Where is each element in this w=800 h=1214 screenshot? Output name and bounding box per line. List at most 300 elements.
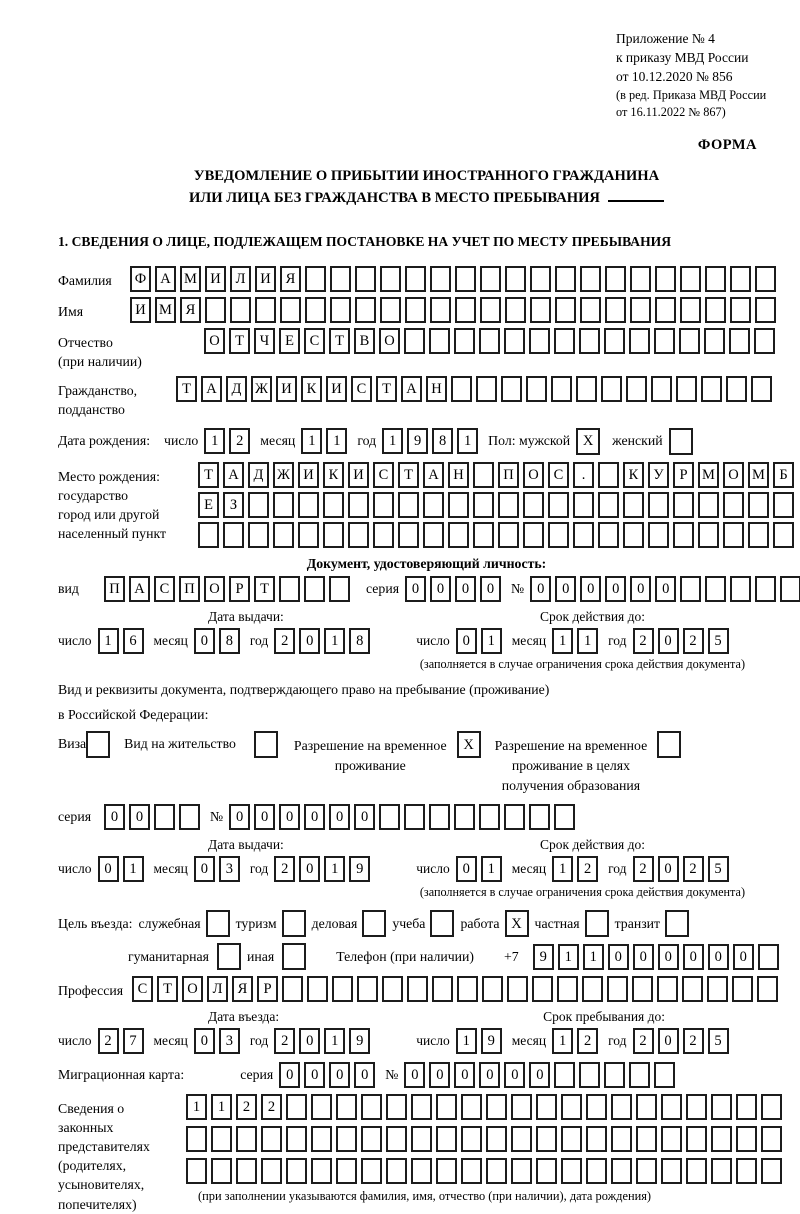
- phone-input-cell[interactable]: [758, 944, 779, 970]
- phone-input[interactable]: [533, 944, 783, 970]
- surname-input-cell[interactable]: [730, 266, 751, 292]
- patronymic-input-cell[interactable]: [529, 328, 550, 354]
- guardians-row1-input-cell[interactable]: 1: [186, 1094, 207, 1120]
- surname-input-cell[interactable]: [355, 266, 376, 292]
- surname-input-cell[interactable]: [630, 266, 651, 292]
- residence-issue-year[interactable]: [274, 856, 374, 882]
- iddoc-type-input-cell[interactable]: О: [204, 576, 225, 602]
- profession-input-cell[interactable]: [282, 976, 303, 1002]
- surname-input-cell[interactable]: [605, 266, 626, 292]
- guardians-row2-input-cell[interactable]: [236, 1126, 257, 1152]
- residence-valid-day-cell[interactable]: 1: [481, 856, 502, 882]
- guardians-row2-input-cell[interactable]: [211, 1126, 232, 1152]
- surname-input-cell[interactable]: [380, 266, 401, 292]
- entry-month[interactable]: [194, 1028, 244, 1054]
- iddoc-valid-month-cell[interactable]: 1: [552, 628, 573, 654]
- birthplace-row1-input-cell[interactable]: О: [723, 462, 744, 488]
- residence-num-input-cell[interactable]: [554, 804, 575, 830]
- birthplace-row2-input-cell[interactable]: [398, 492, 419, 518]
- profession-input-cell[interactable]: [532, 976, 553, 1002]
- iddoc-type-input-cell[interactable]: С: [154, 576, 175, 602]
- birthplace-row3-input-cell[interactable]: [598, 522, 619, 548]
- birthplace-row1-input-cell[interactable]: Т: [198, 462, 219, 488]
- stay-month-cell[interactable]: 1: [552, 1028, 573, 1054]
- iddoc-valid-month[interactable]: [552, 628, 602, 654]
- surname-input[interactable]: [130, 266, 780, 292]
- guardians-row2-input-cell[interactable]: [361, 1126, 382, 1152]
- iddoc-type-input-cell[interactable]: [304, 576, 325, 602]
- residence-valid-year-cell[interactable]: 5: [708, 856, 729, 882]
- surname-input-cell[interactable]: Ф: [130, 266, 151, 292]
- iddoc-num-input-cell[interactable]: 0: [530, 576, 551, 602]
- entry-year-cell[interactable]: 1: [324, 1028, 345, 1054]
- phone-input-cell[interactable]: 0: [633, 944, 654, 970]
- profession-input-cell[interactable]: [482, 976, 503, 1002]
- guardians-row2-input-cell[interactable]: [661, 1126, 682, 1152]
- firstname-input-cell[interactable]: [205, 297, 226, 323]
- residence-num-input-cell[interactable]: 0: [304, 804, 325, 830]
- residence-seria-input-cell[interactable]: 0: [129, 804, 150, 830]
- patronymic-input[interactable]: [204, 328, 779, 354]
- visa-checkbox[interactable]: [86, 731, 110, 758]
- iddoc-num-input-cell[interactable]: [780, 576, 800, 602]
- birthplace-row3-input-cell[interactable]: [273, 522, 294, 548]
- profession-input-cell[interactable]: [632, 976, 653, 1002]
- residence-num-input-cell[interactable]: [404, 804, 425, 830]
- birthplace-row1-input-cell[interactable]: С: [373, 462, 394, 488]
- guardians-row1-input-cell[interactable]: [386, 1094, 407, 1120]
- migcard-num-input-cell[interactable]: 0: [429, 1062, 450, 1088]
- migcard-seria-input[interactable]: [279, 1062, 379, 1088]
- firstname-input[interactable]: [130, 297, 780, 323]
- guardians-row2-input-cell[interactable]: [561, 1126, 582, 1152]
- residence-valid-month-cell[interactable]: 1: [552, 856, 573, 882]
- birthplace-row2-input-cell[interactable]: [548, 492, 569, 518]
- surname-input-cell[interactable]: [405, 266, 426, 292]
- profession-input-cell[interactable]: [557, 976, 578, 1002]
- profession-input-cell[interactable]: [682, 976, 703, 1002]
- phone-input-cell[interactable]: 9: [533, 944, 554, 970]
- birthplace-row2-input-cell[interactable]: [348, 492, 369, 518]
- profession-input[interactable]: [132, 976, 782, 1002]
- birthplace-row3-input-cell[interactable]: [323, 522, 344, 548]
- guardians-row3-input-cell[interactable]: [761, 1158, 782, 1184]
- firstname-input-cell[interactable]: [530, 297, 551, 323]
- birthplace-row3-input-cell[interactable]: [348, 522, 369, 548]
- profession-input-cell[interactable]: [457, 976, 478, 1002]
- firstname-input-cell[interactable]: [755, 297, 776, 323]
- birthplace-row1-input-cell[interactable]: М: [698, 462, 719, 488]
- birthplace-row2-input-cell[interactable]: [573, 492, 594, 518]
- firstname-input-cell[interactable]: [455, 297, 476, 323]
- birthplace-row1-input[interactable]: [198, 462, 798, 488]
- iddoc-valid-day-cell[interactable]: 0: [456, 628, 477, 654]
- iddoc-type-input-cell[interactable]: А: [129, 576, 150, 602]
- vnj-checkbox[interactable]: [254, 731, 278, 758]
- birthplace-row3-input-cell[interactable]: [773, 522, 794, 548]
- profession-input-cell[interactable]: О: [182, 976, 203, 1002]
- birthplace-row1-input-cell[interactable]: .: [573, 462, 594, 488]
- entry-month-cell[interactable]: 3: [219, 1028, 240, 1054]
- guardians-row3-input-cell[interactable]: [411, 1158, 432, 1184]
- birthplace-row1-input-cell[interactable]: И: [298, 462, 319, 488]
- birthplace-row1-input-cell[interactable]: Ж: [273, 462, 294, 488]
- guardians-row2-input-cell[interactable]: [686, 1126, 707, 1152]
- entry-year-cell[interactable]: 2: [274, 1028, 295, 1054]
- surname-input-cell[interactable]: [430, 266, 451, 292]
- stay-day-cell[interactable]: 9: [481, 1028, 502, 1054]
- birthplace-row1-input-cell[interactable]: Д: [248, 462, 269, 488]
- surname-input-cell[interactable]: [580, 266, 601, 292]
- migcard-num-input-cell[interactable]: 0: [404, 1062, 425, 1088]
- citizenship-input-cell[interactable]: [576, 376, 597, 402]
- birthplace-row2-input-cell[interactable]: [248, 492, 269, 518]
- purpose-tourism-checkbox-cell[interactable]: [282, 910, 306, 937]
- patronymic-input-cell[interactable]: О: [204, 328, 225, 354]
- firstname-input-cell[interactable]: [480, 297, 501, 323]
- residence-num-input-cell[interactable]: [454, 804, 475, 830]
- surname-input-cell[interactable]: И: [205, 266, 226, 292]
- residence-num-input-cell[interactable]: [504, 804, 525, 830]
- purpose-official-checkbox[interactable]: [206, 910, 230, 937]
- firstname-input-cell[interactable]: [605, 297, 626, 323]
- purpose-other-checkbox-cell[interactable]: [282, 943, 306, 970]
- guardians-row2-input-cell[interactable]: [411, 1126, 432, 1152]
- residence-num-input-cell[interactable]: [379, 804, 400, 830]
- birthplace-row3-input-cell[interactable]: [448, 522, 469, 548]
- migcard-num-input-cell[interactable]: [579, 1062, 600, 1088]
- patronymic-input-cell[interactable]: [679, 328, 700, 354]
- birthdate-month-input-cell[interactable]: 1: [326, 428, 347, 454]
- iddoc-seria-input-cell[interactable]: 0: [430, 576, 451, 602]
- birthplace-row3-input-cell[interactable]: [473, 522, 494, 548]
- residence-valid-month-cell[interactable]: 2: [577, 856, 598, 882]
- purpose-business-checkbox[interactable]: [362, 910, 386, 937]
- purpose-private-checkbox[interactable]: [585, 910, 609, 937]
- iddoc-type-input-cell[interactable]: Р: [229, 576, 250, 602]
- guardians-row3-input-cell[interactable]: [536, 1158, 557, 1184]
- birthplace-row2-input-cell[interactable]: Е: [198, 492, 219, 518]
- purpose-study-checkbox[interactable]: [430, 910, 454, 937]
- iddoc-num-input-cell[interactable]: 0: [655, 576, 676, 602]
- guardians-row1-input[interactable]: [186, 1094, 786, 1120]
- guardians-row1-input-cell[interactable]: [361, 1094, 382, 1120]
- birthplace-row2-input-cell[interactable]: [523, 492, 544, 518]
- residence-num-input-cell[interactable]: [429, 804, 450, 830]
- birthplace-row2-input-cell[interactable]: [298, 492, 319, 518]
- profession-input-cell[interactable]: [707, 976, 728, 1002]
- residence-num-input-cell[interactable]: 0: [229, 804, 250, 830]
- birthplace-row2-input-cell[interactable]: [473, 492, 494, 518]
- citizenship-input-cell[interactable]: С: [351, 376, 372, 402]
- residence-seria-input[interactable]: [104, 804, 204, 830]
- residence-num-input-cell[interactable]: [479, 804, 500, 830]
- iddoc-seria-input-cell[interactable]: 0: [405, 576, 426, 602]
- guardians-row2-input-cell[interactable]: [261, 1126, 282, 1152]
- birthdate-day-input-cell[interactable]: 1: [204, 428, 225, 454]
- iddoc-issue-month-cell[interactable]: 8: [219, 628, 240, 654]
- sex-male-checkbox[interactable]: [576, 428, 600, 455]
- profession-input-cell[interactable]: [407, 976, 428, 1002]
- birthplace-row3-input-cell[interactable]: [748, 522, 769, 548]
- guardians-row2-input-cell[interactable]: [286, 1126, 307, 1152]
- iddoc-valid-day[interactable]: [456, 628, 506, 654]
- purpose-humanitarian-checkbox-cell[interactable]: [217, 943, 241, 970]
- iddoc-issue-month-cell[interactable]: 0: [194, 628, 215, 654]
- citizenship-input-cell[interactable]: [751, 376, 772, 402]
- profession-input-cell[interactable]: [732, 976, 753, 1002]
- birthplace-row3-input-cell[interactable]: [673, 522, 694, 548]
- birthdate-month-input[interactable]: [301, 428, 351, 454]
- guardians-row1-input-cell[interactable]: 2: [261, 1094, 282, 1120]
- residence-valid-day-cell[interactable]: 0: [456, 856, 477, 882]
- surname-input-cell[interactable]: Я: [280, 266, 301, 292]
- guardians-row1-input-cell[interactable]: [411, 1094, 432, 1120]
- migcard-num-input-cell[interactable]: [629, 1062, 650, 1088]
- migcard-num-input-cell[interactable]: 0: [504, 1062, 525, 1088]
- iddoc-issue-year-cell[interactable]: 0: [299, 628, 320, 654]
- residence-valid-year-cell[interactable]: 2: [633, 856, 654, 882]
- firstname-input-cell[interactable]: Я: [180, 297, 201, 323]
- patronymic-input-cell[interactable]: [604, 328, 625, 354]
- guardians-row1-input-cell[interactable]: [336, 1094, 357, 1120]
- purpose-business-checkbox-cell[interactable]: [362, 910, 386, 937]
- entry-year[interactable]: [274, 1028, 374, 1054]
- guardians-row1-input-cell[interactable]: [311, 1094, 332, 1120]
- profession-input-cell[interactable]: [607, 976, 628, 1002]
- birthplace-row2-input-cell[interactable]: [698, 492, 719, 518]
- entry-year-cell[interactable]: 0: [299, 1028, 320, 1054]
- birthdate-month-input-cell[interactable]: 1: [301, 428, 322, 454]
- patronymic-input-cell[interactable]: С: [304, 328, 325, 354]
- iddoc-type-input-cell[interactable]: П: [179, 576, 200, 602]
- surname-input-cell[interactable]: [755, 266, 776, 292]
- rvp-checkbox[interactable]: [457, 731, 481, 758]
- guardians-row3-input-cell[interactable]: [511, 1158, 532, 1184]
- residence-issue-month-cell[interactable]: 3: [219, 856, 240, 882]
- patronymic-input-cell[interactable]: [704, 328, 725, 354]
- birthplace-row1-input-cell[interactable]: П: [498, 462, 519, 488]
- iddoc-num-input-cell[interactable]: [705, 576, 726, 602]
- birthplace-row2-input-cell[interactable]: [773, 492, 794, 518]
- birthplace-row3-input-cell[interactable]: [398, 522, 419, 548]
- residence-valid-year[interactable]: [633, 856, 733, 882]
- guardians-row3-input-cell[interactable]: [736, 1158, 757, 1184]
- guardians-row3-input-cell[interactable]: [586, 1158, 607, 1184]
- iddoc-seria-input-cell[interactable]: 0: [480, 576, 501, 602]
- residence-issue-month[interactable]: [194, 856, 244, 882]
- citizenship-input-cell[interactable]: А: [401, 376, 422, 402]
- profession-input-cell[interactable]: Я: [232, 976, 253, 1002]
- firstname-input-cell[interactable]: [430, 297, 451, 323]
- migcard-seria-input-cell[interactable]: 0: [279, 1062, 300, 1088]
- firstname-input-cell[interactable]: [380, 297, 401, 323]
- guardians-row3-input-cell[interactable]: [661, 1158, 682, 1184]
- migcard-num-input-cell[interactable]: [554, 1062, 575, 1088]
- stay-day-cell[interactable]: 1: [456, 1028, 477, 1054]
- iddoc-issue-month[interactable]: [194, 628, 244, 654]
- firstname-input-cell[interactable]: [655, 297, 676, 323]
- birthplace-row1-input-cell[interactable]: А: [223, 462, 244, 488]
- residence-num-input-cell[interactable]: 0: [279, 804, 300, 830]
- residence-issue-year-cell[interactable]: 1: [324, 856, 345, 882]
- iddoc-num-input-cell[interactable]: 0: [630, 576, 651, 602]
- patronymic-input-cell[interactable]: [754, 328, 775, 354]
- entry-day-cell[interactable]: 7: [123, 1028, 144, 1054]
- phone-input-cell[interactable]: 0: [658, 944, 679, 970]
- guardians-row1-input-cell[interactable]: [611, 1094, 632, 1120]
- sex-female-checkbox-cell[interactable]: [669, 428, 693, 455]
- surname-input-cell[interactable]: [555, 266, 576, 292]
- rvpo-checkbox[interactable]: [657, 731, 681, 758]
- profession-input-cell[interactable]: [382, 976, 403, 1002]
- birthplace-row2-input-cell[interactable]: [273, 492, 294, 518]
- iddoc-num-input-cell[interactable]: 0: [555, 576, 576, 602]
- birthplace-row2-input-cell[interactable]: [423, 492, 444, 518]
- birthplace-row3-input-cell[interactable]: [698, 522, 719, 548]
- purpose-humanitarian-checkbox[interactable]: [217, 943, 241, 970]
- birthplace-row2-input-cell[interactable]: [498, 492, 519, 518]
- profession-input-cell[interactable]: [307, 976, 328, 1002]
- guardians-row3-input[interactable]: [186, 1158, 786, 1184]
- guardians-row1-input-cell[interactable]: [711, 1094, 732, 1120]
- vnj-checkbox-cell[interactable]: [254, 731, 278, 758]
- iddoc-num-input-cell[interactable]: [730, 576, 751, 602]
- citizenship-input-cell[interactable]: [601, 376, 622, 402]
- stay-year-cell[interactable]: 0: [658, 1028, 679, 1054]
- patronymic-input-cell[interactable]: [629, 328, 650, 354]
- iddoc-type-input-cell[interactable]: Т: [254, 576, 275, 602]
- birthplace-row3-input-cell[interactable]: [648, 522, 669, 548]
- surname-input-cell[interactable]: А: [155, 266, 176, 292]
- birthplace-row1-input-cell[interactable]: К: [323, 462, 344, 488]
- birthplace-row2-input-cell[interactable]: [373, 492, 394, 518]
- birthplace-row2-input-cell[interactable]: [623, 492, 644, 518]
- guardians-row3-input-cell[interactable]: [336, 1158, 357, 1184]
- purpose-study-checkbox-cell[interactable]: [430, 910, 454, 937]
- birthplace-row1-input-cell[interactable]: К: [623, 462, 644, 488]
- profession-input-cell[interactable]: С: [132, 976, 153, 1002]
- guardians-row3-input-cell[interactable]: [286, 1158, 307, 1184]
- citizenship-input-cell[interactable]: И: [276, 376, 297, 402]
- patronymic-input-cell[interactable]: [504, 328, 525, 354]
- migcard-num-input-cell[interactable]: [654, 1062, 675, 1088]
- iddoc-valid-year-cell[interactable]: 2: [633, 628, 654, 654]
- guardians-row3-input-cell[interactable]: [436, 1158, 457, 1184]
- birthplace-row3-input-cell[interactable]: [523, 522, 544, 548]
- stay-year[interactable]: [633, 1028, 733, 1054]
- guardians-row1-input-cell[interactable]: [536, 1094, 557, 1120]
- residence-num-input-cell[interactable]: 0: [329, 804, 350, 830]
- iddoc-issue-day[interactable]: [98, 628, 148, 654]
- surname-input-cell[interactable]: И: [255, 266, 276, 292]
- residence-valid-day[interactable]: [456, 856, 506, 882]
- guardians-row3-input-cell[interactable]: [711, 1158, 732, 1184]
- patronymic-input-cell[interactable]: Е: [279, 328, 300, 354]
- patronymic-input-cell[interactable]: О: [379, 328, 400, 354]
- birthplace-row1-input-cell[interactable]: А: [423, 462, 444, 488]
- birthplace-row3-input-cell[interactable]: [223, 522, 244, 548]
- birthplace-row1-input-cell[interactable]: О: [523, 462, 544, 488]
- iddoc-valid-month-cell[interactable]: 1: [577, 628, 598, 654]
- citizenship-input-cell[interactable]: [726, 376, 747, 402]
- firstname-input-cell[interactable]: [280, 297, 301, 323]
- citizenship-input-cell[interactable]: [551, 376, 572, 402]
- stay-year-cell[interactable]: 2: [633, 1028, 654, 1054]
- firstname-input-cell[interactable]: М: [155, 297, 176, 323]
- profession-input-cell[interactable]: [332, 976, 353, 1002]
- guardians-row3-input-cell[interactable]: [261, 1158, 282, 1184]
- birthplace-row3-input-cell[interactable]: [423, 522, 444, 548]
- residence-num-input-cell[interactable]: [529, 804, 550, 830]
- guardians-row1-input-cell[interactable]: [436, 1094, 457, 1120]
- entry-day-cell[interactable]: 2: [98, 1028, 119, 1054]
- birthplace-row3-input-cell[interactable]: [198, 522, 219, 548]
- firstname-input-cell[interactable]: [630, 297, 651, 323]
- iddoc-seria-input[interactable]: [405, 576, 505, 602]
- surname-input-cell[interactable]: [680, 266, 701, 292]
- guardians-row1-input-cell[interactable]: [736, 1094, 757, 1120]
- iddoc-num-input-cell[interactable]: [755, 576, 776, 602]
- guardians-row2-input-cell[interactable]: [586, 1126, 607, 1152]
- surname-input-cell[interactable]: [455, 266, 476, 292]
- firstname-input-cell[interactable]: [355, 297, 376, 323]
- patronymic-input-cell[interactable]: [729, 328, 750, 354]
- firstname-input-cell[interactable]: [730, 297, 751, 323]
- citizenship-input-cell[interactable]: К: [301, 376, 322, 402]
- iddoc-num-input-cell[interactable]: [680, 576, 701, 602]
- entry-day[interactable]: [98, 1028, 148, 1054]
- migcard-seria-input-cell[interactable]: 0: [354, 1062, 375, 1088]
- stay-day[interactable]: [456, 1028, 506, 1054]
- birthplace-row2-input[interactable]: [198, 492, 798, 518]
- iddoc-valid-day-cell[interactable]: 1: [481, 628, 502, 654]
- guardians-row2-input-cell[interactable]: [186, 1126, 207, 1152]
- citizenship-input-cell[interactable]: [501, 376, 522, 402]
- firstname-input-cell[interactable]: [705, 297, 726, 323]
- patronymic-input-cell[interactable]: [554, 328, 575, 354]
- patronymic-input-cell[interactable]: [654, 328, 675, 354]
- migcard-num-input-cell[interactable]: 0: [479, 1062, 500, 1088]
- guardians-row2-input-cell[interactable]: [386, 1126, 407, 1152]
- birthplace-row2-input-cell[interactable]: [748, 492, 769, 518]
- iddoc-num-input[interactable]: [530, 576, 800, 602]
- iddoc-issue-year-cell[interactable]: 2: [274, 628, 295, 654]
- citizenship-input-cell[interactable]: И: [326, 376, 347, 402]
- residence-seria-input-cell[interactable]: [179, 804, 200, 830]
- migcard-num-input-cell[interactable]: 0: [454, 1062, 475, 1088]
- citizenship-input-cell[interactable]: Д: [226, 376, 247, 402]
- profession-input-cell[interactable]: [507, 976, 528, 1002]
- guardians-row1-input-cell[interactable]: [461, 1094, 482, 1120]
- guardians-row3-input-cell[interactable]: [486, 1158, 507, 1184]
- guardians-row1-input-cell[interactable]: [686, 1094, 707, 1120]
- migcard-num-input[interactable]: [404, 1062, 679, 1088]
- surname-input-cell[interactable]: [705, 266, 726, 292]
- residence-num-input-cell[interactable]: 0: [354, 804, 375, 830]
- firstname-input-cell[interactable]: [555, 297, 576, 323]
- purpose-work-checkbox-cell[interactable]: X: [505, 910, 529, 937]
- citizenship-input[interactable]: [176, 376, 776, 402]
- profession-input-cell[interactable]: Т: [157, 976, 178, 1002]
- guardians-row2-input[interactable]: [186, 1126, 786, 1152]
- patronymic-input-cell[interactable]: [429, 328, 450, 354]
- purpose-other-checkbox[interactable]: [282, 943, 306, 970]
- stay-year-cell[interactable]: 2: [683, 1028, 704, 1054]
- citizenship-input-cell[interactable]: [526, 376, 547, 402]
- birthplace-row3-input-cell[interactable]: [298, 522, 319, 548]
- surname-input-cell[interactable]: [305, 266, 326, 292]
